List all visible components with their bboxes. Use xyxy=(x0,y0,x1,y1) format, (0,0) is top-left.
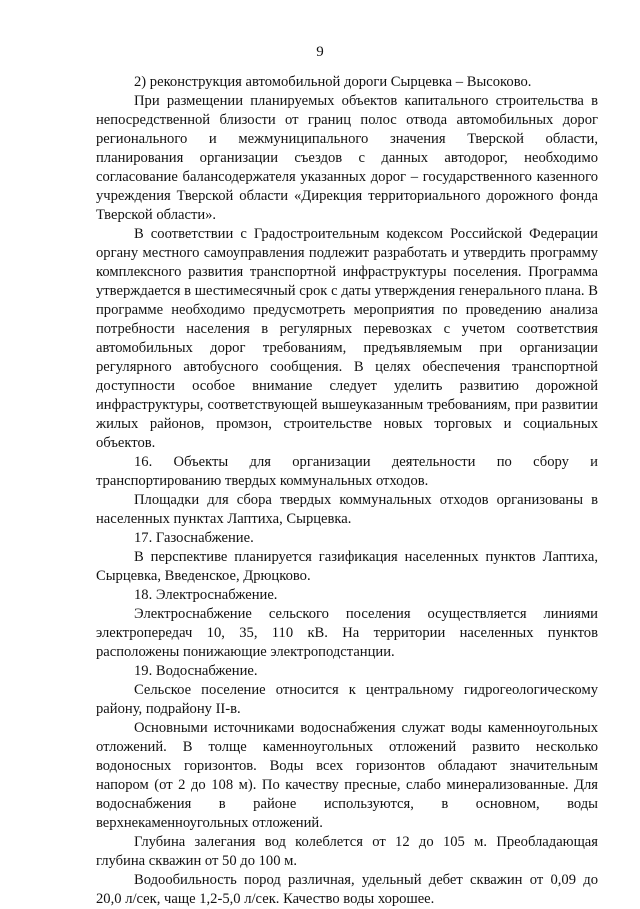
paragraph-water-yield: Водообильность пород различная, удельный дебет скважин от 0,09 до 20,0 л/сек, чаще 1,2-5,0 л/сек. Качество воды хорошее. xyxy=(96,872,598,907)
paragraph-waste-sites: Площадки для сбора твердых коммунальных отходов организованы в населенных пунктах Лаптиха, Сырцевка. xyxy=(96,492,598,527)
section-heading-gas: 17. Газоснабжение. xyxy=(134,530,254,546)
paragraph-hydrogeology: Сельское поселение относится к центральному гидрогеологическому району, подрайону II-в. xyxy=(96,682,598,717)
paragraph-water-depth: Глубина залегания вод колеблется от 12 до 105 м. Преобладающая глубина скважин от 50 до 100 м. xyxy=(96,834,598,869)
document-body xyxy=(96,73,598,909)
paragraph-water-sources: Основными источниками водоснабжения служат воды каменноугольных отложений. В толще каменноугольных отложений развито несколько водоносных горизонтов. Воды всех горизонтов обладают значительным напором (от 2 до 108 м). По качеству пресные, слабо минерализованные. Для водоснабжения в районе используются, в основном, воды верхнекаменноугольных отложений. xyxy=(96,720,598,831)
paragraph-road-reconstruction: 2) реконструкция автомобильной дороги Сырцевка – Высоково. xyxy=(134,74,532,90)
paragraph-gasification: В перспективе планируется газификация населенных пунктов Лаптиха, Сырцевка, Введенское, Дрюцково. xyxy=(96,549,598,584)
section-heading-electricity: 18. Электроснабжение. xyxy=(134,587,278,603)
paragraph-electricity: Электроснабжение сельского поселения осуществляется линиями электропередач 10, 35, 110 кВ. На территории населенных пунктов расположены понижающие электроподстанции. xyxy=(96,606,598,660)
section-heading-water: 19. Водоснабжение. xyxy=(134,663,258,679)
paragraph-road-approval: При размещении планируемых объектов капитального строительства в непосредственной близости от границ полос отвода автомобильных дорог регионального и межмуниципального значения Тверской области, планирования организации съездов с данных автодорог, необходимо согласование балансодержателя указанных дорог – государственного казенного учреждения Тверской области «Дирекция территориального дорожного фонда Тверской области». xyxy=(96,93,598,223)
page-number: 9 xyxy=(316,44,324,60)
section-heading-waste: 16. Объекты для организации деятельности по сбору и транспортированию твердых коммунальных отходов. xyxy=(96,454,598,489)
paragraph-transport-program: В соответствии с Градостроительным кодексом Российской Федерации органу местного самоуправления подлежит разработать и утвердить программу комплексного развития транспортной инфраструктуры поселения. Программа утверждается в шестимесячный срок с даты утверждения генерального плана. В программе необходимо предусмотреть мероприятия по проведению анализа потребности населения в регулярных перевозках с учетом соответствия автомобильных дорог требованиям, предъявляемым при организации регулярного автобусного сообщения. В целях обеспечения транспортной доступности особое внимание следует уделить развитию дорожной инфраструктуры, соответствующей вышеуказанным требованиям, при развитии жилых районов, промзон, строительстве новых торговых и социальных объектов. xyxy=(96,226,598,451)
